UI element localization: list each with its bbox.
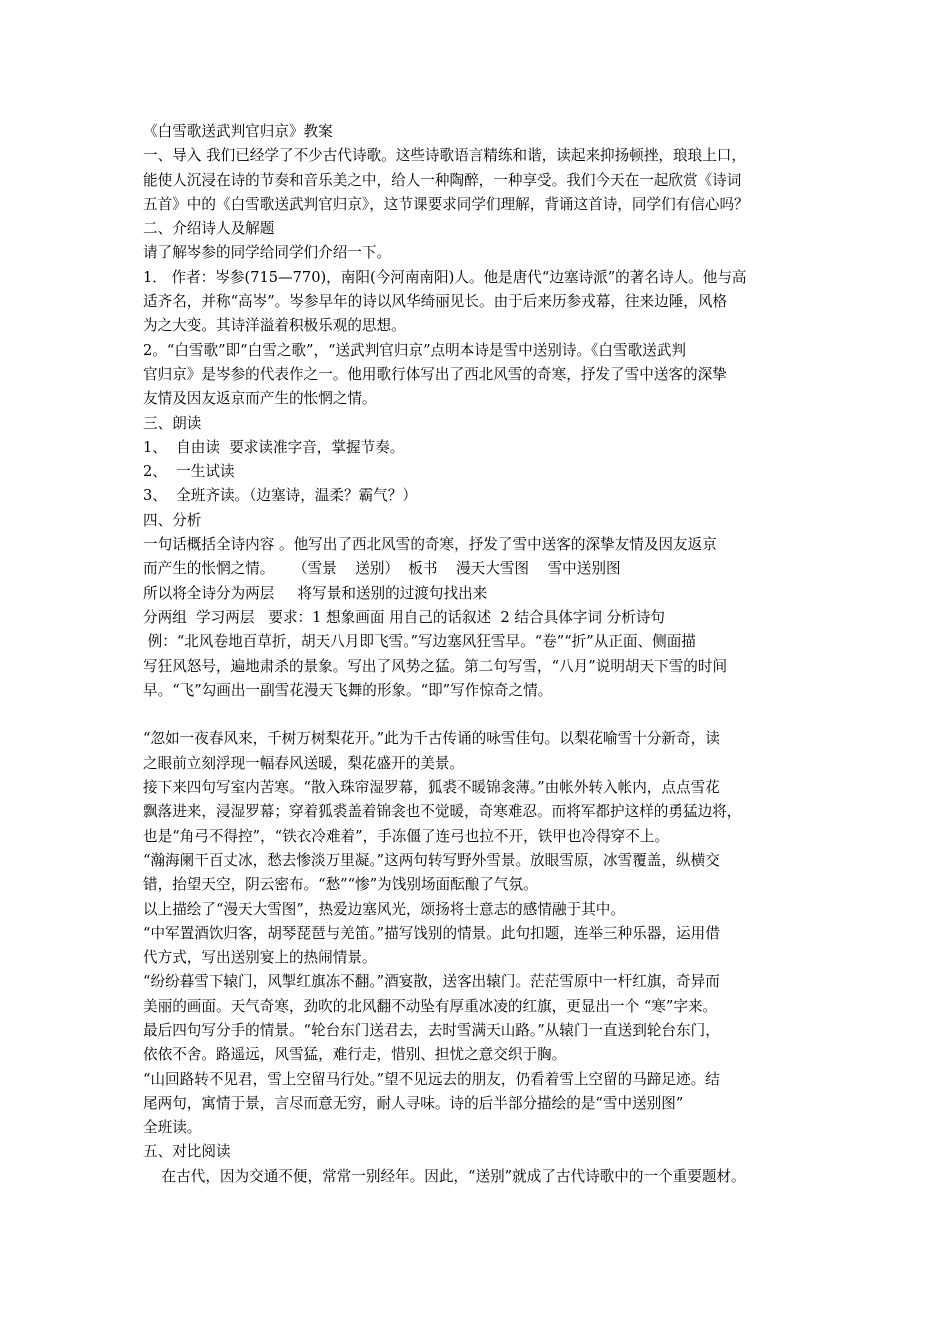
text-line: 最后四句写分手的情景。“轮台东门送君去，去时雪满天山路。”从辕门一直送到轮台东门， xyxy=(143,1021,720,1039)
text-line: “山回路转不见君，雪上空留马行处。”望不见远去的朋友，仍看着雪上空留的马蹄足迹。结 xyxy=(143,1070,720,1088)
text-line: 全班读。 xyxy=(143,1119,202,1137)
text-line: 2、 一生试读 xyxy=(143,463,235,481)
text-line: 3、 全班齐读。（边塞诗，温柔？霸气？） xyxy=(143,487,417,505)
text-line: 美丽的画面。天气奇寒，劲吹的北风翻不动坠有厚重冰凌的红旗，更显出一个 “寒”字来。 xyxy=(143,997,718,1015)
text-line: 能使人沉浸在诗的节奏和音乐美之中，给人一种陶醉，一种享受。我们今天在一起欣赏《诗词 xyxy=(143,171,742,189)
text-line: 二、介绍诗人及解题 xyxy=(143,220,275,238)
text-line: 在古代，因为交通不便，常常一别经年。因此，“送别”就成了古代诗歌中的一个重要题材。 xyxy=(143,1167,746,1185)
text-line: 以上描绘了“漫天大雪图”，热爱边塞风光，颂扬将士意志的感情融于其中。 xyxy=(143,900,625,918)
text-line: 依依不舍。路遥远，风雪猛，难行走，惜别、担忧之意交织于胸。 xyxy=(143,1046,567,1064)
text-line: 分两组 学习两层 要求：1 想象画面 用自己的话叙述 2 结合具体字词 分析诗句 xyxy=(143,608,666,626)
text-line: 2。“白雪歌”即“白雪之歌”，“送武判官归京”点明本诗是雪中送别诗。《白雪歌送武判 xyxy=(143,341,686,359)
text-line: 友情及因友返京而产生的怅惘之情。 xyxy=(143,390,377,408)
text-line: 请了解岑参的同学给同学们介绍一下。 xyxy=(143,244,392,262)
text-line: 例：“北风卷地百草折，胡天八月即飞雪。”写边塞风狂雪早。“卷”“折”从正面、侧面描 xyxy=(143,633,696,651)
text-line: 1． 作者：岑参(715—770)，南阳(今河南南阳)人。他是唐代“边塞诗派”的著名诗人。他与高 xyxy=(143,268,747,286)
text-line: “瀚海阑干百丈冰，愁去惨淡万里凝。”这两句转写野外雪景。放眼雪原，冰雪覆盖，纵横交 xyxy=(143,851,720,869)
text-line: “中军置酒饮归客，胡琴琵琶与羌笛。”描写饯别的情景。此句扣题，连举三种乐器，运用借 xyxy=(143,924,720,942)
text-line: 也是“角弓不得控”，“铁衣冷难着”，手冻僵了连弓也拉不开，铁甲也冷得穿不上。 xyxy=(143,827,670,845)
text-line: 代方式，写出送别宴上的热闹情景。 xyxy=(143,949,377,967)
text-line xyxy=(143,703,823,727)
document-page xyxy=(143,120,823,1189)
text-line: 为之大变。其诗洋溢着积极乐观的思想。 xyxy=(143,317,406,335)
text-line: 四、分析 xyxy=(143,511,202,529)
text-line: 所以将全诗分为两层 将写景和送别的过渡句找出来 xyxy=(143,584,488,602)
text-line: 早。“飞”勾画出一副雪花漫天飞舞的形象。“即”写作惊奇之情。 xyxy=(143,681,553,699)
text-line: 之眼前立刻浮现一幅春风送暖，梨花盛开的美景。 xyxy=(143,754,465,772)
text-line: 五首》中的《白雪歌送武判官归京》，这节课要求同学们理解，背诵这首诗，同学们有信心吗？ xyxy=(143,195,749,213)
text-line: 一句话概括全诗内容 。他写出了西北风雪的奇寒，抒发了雪中送客的深挚友情及因友返京 xyxy=(143,536,717,554)
text-line: 《白雪歌送武判官归京》教案 xyxy=(143,123,333,140)
text-line: 官归京》是岑参的代表作之一。他用歌行体写出了西北风雪的奇寒，抒发了雪中送客的深挚 xyxy=(143,365,727,383)
text-line: 适齐名，并称“高岑”。岑参早年的诗以风华绮丽见长。由于后来历参戎幕，往来边陲，风格 xyxy=(143,293,728,311)
text-line: 三、朗读 xyxy=(143,414,202,432)
text-line: 1、 自由读 要求读准字音，掌握节奏。 xyxy=(143,438,405,456)
text-line: 写狂风怒号，遍地肃杀的景象。写出了风势之猛。第二句写雪，“八月”说明胡天下雪的时间 xyxy=(143,657,728,675)
text-line: “纷纷暮雪下辕门，风掣红旗冻不翻。”酒宴散，送客出辕门。茫茫雪原中一杆红旗，奇异而 xyxy=(143,973,720,991)
text-line: 飘落进来，浸湿罗幕；穿着狐裘盖着锦衾也不觉暖，奇寒难忍。而将军都护这样的勇猛边将， xyxy=(143,803,742,821)
text-line: 接下来四句写室内苦寒。“散入珠帘湿罗幕，狐裘不暖锦衾薄。”由帐外转入帐内，点点雪花 xyxy=(143,779,720,797)
text-line: “忽如一夜春风来，千树万树梨花开。”此为千古传诵的咏雪佳句。以梨花喻雪十分新奇，读 xyxy=(143,730,720,748)
text-line: 一、导入 我们已经学了不少古代诗歌。这些诗歌语言精练和谐，读起来抑扬顿挫，琅琅上口， xyxy=(143,147,746,165)
text-line: 错，抬望天空，阴云密布。“愁”“惨”为饯别场面酝酿了气氛。 xyxy=(143,876,538,894)
text-line: 而产生的怅惘之情。 （雪景 送别） 板书 漫天大雪图 雪中送别图 xyxy=(143,560,621,578)
text-line: 五、对比阅读 xyxy=(143,1143,231,1161)
text-line: 尾两句，寓情于景，言尽而意无穷，耐人寻味。诗的后半部分描绘的是“雪中送别图” xyxy=(143,1094,684,1112)
